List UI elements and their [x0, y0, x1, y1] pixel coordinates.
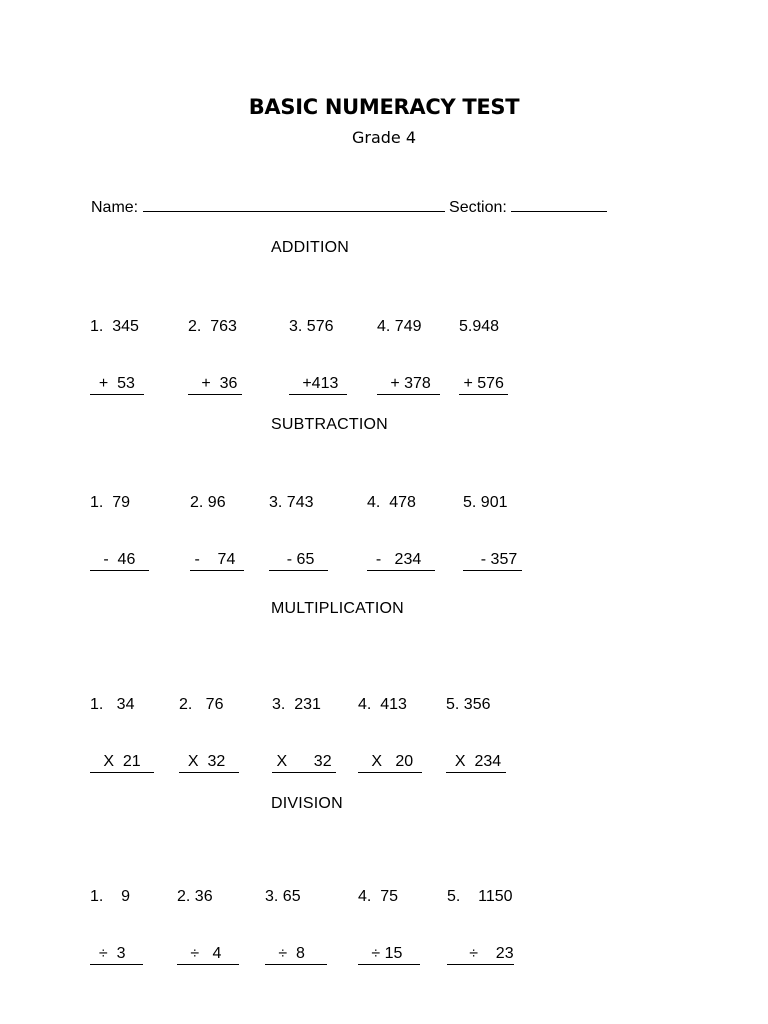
division-problem — [90, 850, 143, 983]
problem-top: 4. 413 — [358, 696, 407, 713]
addition-problem — [377, 280, 440, 413]
addition-heading: ADDITION — [271, 239, 350, 256]
problem-bottom: X 32 — [179, 751, 239, 773]
problem-top: 5.948 — [459, 318, 500, 335]
problem-bottom: - 65 — [269, 549, 328, 571]
multiplication-problem — [446, 658, 506, 791]
multiplication-problem — [272, 658, 336, 791]
test-title: BASIC NUMERACY TEST — [248, 95, 520, 119]
problem-bottom: X 21 — [90, 751, 154, 773]
problem-top: 4. 75 — [358, 888, 399, 905]
multiplication-problem — [358, 658, 422, 791]
subtraction-heading: SUBTRACTION — [271, 416, 388, 433]
addition-problem — [459, 280, 508, 413]
subtraction-problem — [367, 456, 435, 589]
name-label: Name: — [91, 199, 139, 216]
problem-top: 3. 231 — [272, 696, 321, 713]
problem-bottom: X 20 — [358, 751, 422, 773]
problem-bottom: - 46 — [90, 549, 149, 571]
addition-problem — [188, 280, 242, 413]
problem-bottom: - 357 — [463, 549, 522, 571]
subtraction-problem — [463, 456, 522, 589]
problem-bottom: +413 — [289, 373, 347, 395]
problem-top: 1. 345 — [90, 318, 139, 335]
addition-problem — [90, 280, 144, 413]
problem-top: 5. 901 — [463, 494, 508, 511]
grade-subtitle: Grade 4 — [351, 128, 417, 147]
problem-bottom: ÷ 23 — [447, 943, 514, 965]
problem-top: 2. 76 — [179, 696, 224, 713]
problem-bottom: ÷ 8 — [265, 943, 327, 965]
problem-top: 3. 743 — [269, 494, 314, 511]
division-problem — [177, 850, 239, 983]
problem-top: 2. 36 — [177, 888, 213, 905]
problem-bottom: - 234 — [367, 549, 435, 571]
problem-top: 2. 763 — [188, 318, 237, 335]
subtraction-problem — [269, 456, 328, 589]
subtraction-problem — [90, 456, 149, 589]
problem-top: 5. 1150 — [447, 888, 513, 905]
problem-bottom: + 36 — [188, 373, 242, 395]
problem-top: 5. 356 — [446, 696, 491, 713]
multiplication-problem — [90, 658, 154, 791]
division-problem — [265, 850, 327, 983]
problem-bottom: + 378 — [377, 373, 440, 395]
problem-bottom: + 576 — [459, 373, 508, 395]
problem-bottom: - 74 — [190, 549, 244, 571]
problem-top: 1. 34 — [90, 696, 135, 713]
addition-problem — [289, 280, 347, 413]
problem-top: 2. 96 — [190, 494, 226, 511]
name-blank[interactable] — [143, 197, 445, 212]
division-problem — [358, 850, 420, 983]
problem-top: 4. 478 — [367, 494, 416, 511]
division-problem — [447, 850, 514, 983]
problem-top: 3. 65 — [265, 888, 301, 905]
problem-bottom: + 53 — [90, 373, 144, 395]
problem-bottom: ÷ 15 — [358, 943, 420, 965]
subtraction-problem — [190, 456, 244, 589]
problem-bottom: ÷ 3 — [90, 943, 143, 965]
division-heading: DIVISION — [271, 795, 343, 812]
section-label: Section: — [449, 199, 507, 216]
problem-top: 3. 576 — [289, 318, 334, 335]
multiplication-heading: MULTIPLICATION — [271, 600, 404, 617]
problem-top: 1. 9 — [90, 888, 131, 905]
problem-top: 1. 79 — [90, 494, 131, 511]
multiplication-problem — [179, 658, 239, 791]
problem-bottom: X 234 — [446, 751, 506, 773]
section-blank[interactable] — [511, 197, 607, 212]
problem-bottom: X 32 — [272, 751, 336, 773]
problem-top: 4. 749 — [377, 318, 422, 335]
student-info-line — [91, 197, 607, 217]
problem-bottom: ÷ 4 — [177, 943, 239, 965]
